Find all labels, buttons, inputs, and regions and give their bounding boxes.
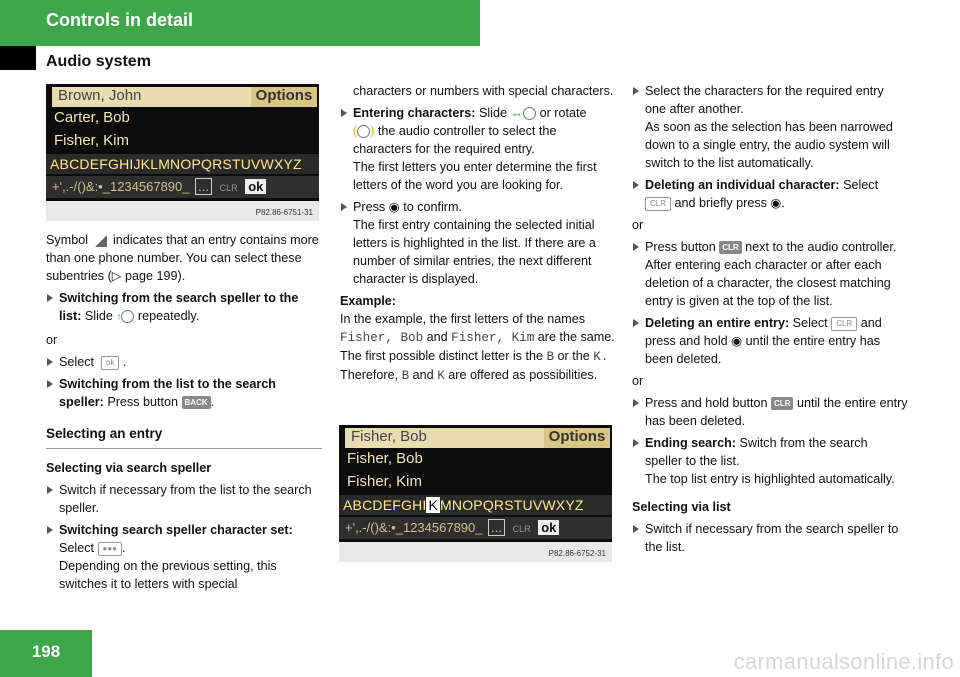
- bold-label: Example:: [340, 294, 396, 308]
- selected-letter: K: [428, 497, 439, 513]
- or-text: or: [632, 218, 644, 232]
- text: Press button: [107, 395, 179, 409]
- list-item: Carter, Bob: [54, 109, 130, 126]
- subsection-heading: Selecting an entry: [46, 425, 322, 449]
- subheading: Selecting via list: [632, 500, 731, 514]
- letter: K: [593, 350, 601, 364]
- options-label: Options: [544, 428, 610, 448]
- list-item: Fisher, Kim: [54, 132, 130, 149]
- text: the audio controller to select the characters for the required entry.: [353, 124, 557, 156]
- text: are the same. The first possible distinct letter is the: [340, 330, 615, 363]
- list-item: [632, 238, 908, 310]
- name: Fisher, Kim: [451, 331, 535, 345]
- list-item: [632, 314, 908, 368]
- text: or rotate: [539, 106, 587, 120]
- subentry-symbol-icon: [95, 235, 107, 247]
- text: As soon as the selection has been narrowed down to a single entry, the audio system will switch to the list automatically.: [645, 120, 893, 170]
- text: The top list entry is highlighted automatically.: [645, 472, 895, 486]
- bold-label: Switching from the search speller to the list:: [59, 291, 299, 323]
- text: Select: [792, 316, 828, 330]
- text: Slide: [84, 309, 113, 323]
- chapter-title: Controls in detail: [46, 10, 194, 30]
- press-icon: ◉: [770, 196, 782, 210]
- text: Symbol: [46, 233, 88, 247]
- slide-left-right-icon: ↔: [510, 106, 524, 120]
- text: Select: [59, 355, 95, 369]
- text: until the entire entry has been deleted.: [645, 334, 881, 366]
- list-item: [340, 198, 616, 288]
- image-caption: P82.86-6752-31: [548, 549, 606, 558]
- watermark: carmanualsonline.info: [733, 649, 954, 674]
- bold-label: Entering characters:: [353, 106, 476, 120]
- column-3: [632, 82, 908, 560]
- display-image-2: [339, 425, 612, 562]
- example-text: [340, 310, 616, 385]
- subheading: Selecting via search speller: [46, 461, 212, 475]
- controller-icon: [121, 310, 134, 323]
- text: In the example, the first letters of the names: [340, 312, 586, 326]
- or-text: or: [46, 333, 58, 347]
- text: next to the audio controller.: [745, 240, 897, 254]
- image-caption: P82.86-6751-31: [255, 208, 313, 217]
- text: Slide: [478, 106, 507, 120]
- list-item: Switch if necessary from the search speller to the list.: [632, 520, 908, 556]
- list-item: Switching search speller character set: Select ●●● . Depending on the previous setting, this switches it to letters with special: [46, 521, 322, 593]
- list-item: [632, 394, 908, 430]
- text: and: [426, 330, 448, 344]
- symbol-row: [46, 176, 319, 198]
- dots-button: ...: [488, 519, 505, 536]
- letter: K: [437, 369, 445, 383]
- alphabet-row: [339, 495, 612, 515]
- text: Press button: [645, 240, 716, 254]
- text: and press and hold: [645, 316, 882, 348]
- text: Therefore,: [340, 368, 399, 382]
- letter: K.: [593, 350, 609, 364]
- text: and: [412, 368, 434, 382]
- paragraph: [46, 231, 322, 285]
- text: until the entire entry has been deleted.: [645, 396, 908, 428]
- name: Fisher, Bob: [340, 331, 424, 345]
- list-item: [340, 104, 616, 194]
- list-item: [632, 434, 908, 488]
- back-button-icon: BACK: [182, 396, 211, 409]
- rotate-icon: (: [353, 124, 358, 138]
- list-item: [46, 289, 322, 327]
- bold-label: Switching from the list to the search speller:: [59, 377, 276, 409]
- slide-up-icon: ↑: [116, 312, 122, 323]
- bold-label: Ending search:: [645, 436, 736, 450]
- or-text: or: [632, 374, 644, 388]
- text: are offered as possibilities.: [448, 368, 598, 382]
- text: The first entry containing the selected initial letters is highlighted in the list. If there are a number of similar entries, the next different character is displayed.: [353, 218, 596, 286]
- rotate-icon: ): [370, 124, 375, 138]
- clr-key-icon: CLR: [831, 317, 857, 331]
- text: and briefly press: [674, 196, 767, 210]
- dots-button: ...: [195, 178, 212, 195]
- controller-icon: [523, 107, 536, 120]
- text: Select: [843, 178, 879, 192]
- display-image-1: [46, 84, 319, 221]
- text: or the: [557, 349, 590, 363]
- paragraph: characters or numbers with special characters.: [353, 84, 614, 98]
- column-2: [340, 82, 616, 389]
- section-marker: [0, 46, 36, 70]
- ok-button: ok: [245, 179, 266, 194]
- text: Select: [59, 541, 95, 555]
- section-title: Audio system: [46, 53, 151, 70]
- list-item: Switching from the list to the search speller: Press button BACK .: [46, 375, 322, 411]
- text: Select the characters for the required entry one after another.: [645, 84, 884, 116]
- ok-button: ok: [538, 520, 559, 535]
- list-item: [632, 82, 908, 172]
- clr-button: CLR: [512, 524, 531, 534]
- symbol-chars: +',.-/()&:•_1234567890_: [52, 179, 190, 194]
- symbol-chars: +',.-/()&:•_1234567890_: [345, 520, 483, 535]
- text: The first letters you enter determine the first letters of the word you are looking for.: [353, 160, 597, 192]
- press-icon: ◉: [731, 334, 743, 348]
- list-item: Deleting an individual character: Select CLR and briefly press ◉.: [632, 176, 908, 212]
- text: Press: [353, 200, 386, 214]
- charset-dots-icon: ●●●: [98, 542, 123, 556]
- clr-button: CLR: [219, 183, 238, 193]
- options-label: Options: [251, 87, 317, 107]
- column-1: [46, 231, 322, 597]
- example-label: [340, 292, 616, 310]
- bold-label: Deleting an entire entry:: [645, 316, 790, 330]
- clr-button-icon: CLR: [719, 241, 741, 254]
- list-item-highlighted: Brown, John: [52, 87, 254, 107]
- text: to confirm.: [403, 200, 462, 214]
- bold-label: Switching search speller character set:: [59, 523, 293, 537]
- text: Press and hold button: [645, 396, 768, 410]
- text: repeatedly.: [137, 309, 200, 323]
- alphabet-row: ABCDEFGHIJKLMNOPQRSTUVWXYZ: [46, 154, 319, 174]
- list-item: Select ok .: [46, 353, 322, 371]
- text: After entering each character or after each deletion of a character, the closest matching entry is given at the top of the list.: [645, 258, 891, 308]
- text: Depending on the previous setting, this switches it to letters with special: [59, 559, 277, 591]
- list-item: Fisher, Bob: [347, 450, 423, 467]
- page-number: 198: [31, 642, 61, 661]
- letter: B: [546, 350, 555, 364]
- list-item: Fisher, Kim: [347, 473, 423, 490]
- controller-icon: [357, 125, 370, 138]
- text: indicates that an entry contains more than one phone number. You can select these subentries (▷ page 199).: [46, 233, 319, 283]
- ok-key-icon: ok: [101, 356, 119, 370]
- symbol-row: [339, 517, 612, 539]
- clr-button-icon: CLR: [771, 397, 793, 410]
- text: Switch from the search speller to the list.: [645, 436, 868, 468]
- list-item-highlighted: Fisher, Bob: [345, 428, 547, 448]
- bold-label: Deleting an individual character:: [645, 178, 840, 192]
- list-item: Switch if necessary from the list to the search speller.: [46, 481, 322, 517]
- letter: B: [401, 369, 410, 383]
- letters: ABCDEFGHI: [343, 497, 427, 513]
- letters: MNOPQRSTUVWXYZ: [440, 497, 584, 513]
- clr-key-icon: CLR: [645, 197, 671, 211]
- press-icon: ◉: [388, 200, 400, 214]
